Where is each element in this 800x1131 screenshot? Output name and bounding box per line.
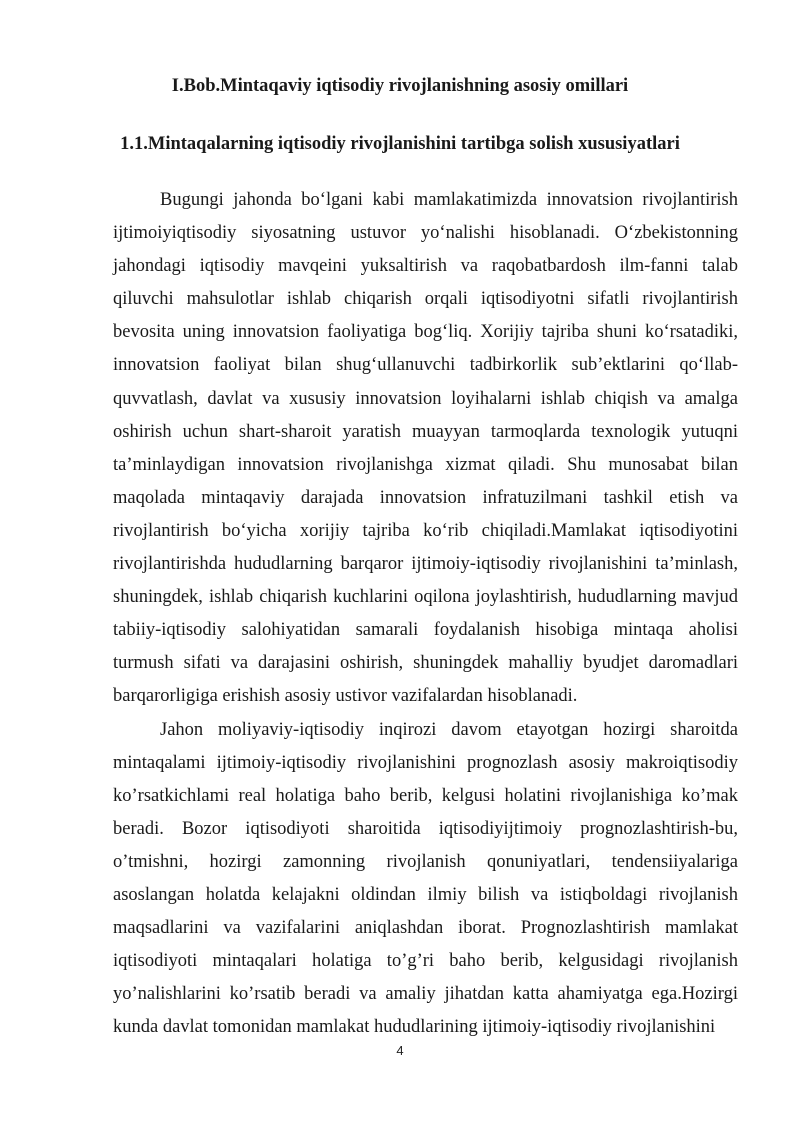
chapter-title: I.Bob.Mintaqaviy iqtisodiy rivojlanishning asosiy omillari [171,76,629,96]
paragraph-2: Jahon moliyaviy-iqtisodiy inqirozi davom etayotgan hozirgi sharoitda mintaqalami ijtimoiy-iqtisodiy rivojlanishini prognozlash asosiy makroiqtisodiy ko’rsatkichlami real holatiga baho berib, kelgusi holatini rivojlanishiga ko’mak beradi. Bozor iqtisodiyoti sharoitida iqtisodiyijtimoiy prognozlashtirish-bu, o’tmishni, hozirgi zamonning rivojlanish qonuniyatlari, tendensiiyalariga asoslangan holatda kelajakni oldindan ilmiy bilish va istiqboldagi rivojlanish maqsadlarini va vazifalarini aniqlashdan iborat. Prognozlashtirish mamlakat iqtisodiyoti mintaqalari holatiga to’g’ri baho berib, kelgusidagi rivojlanish yo’nalishlarini ko’rsatib beradi va amaliy jihatdan katta ahamiyatga ega.Hozirgi kunda davlat tomonidan mamlakat hududlarining ijtimoiy-iqtisodiy rivojlanishini [113,719,738,1038]
paragraph-1: Bugungi jahonda bo‘lgani kabi mamlakatimizda innovatsion rivojlantirish ijtimoiyiqtisodiy siyosatning ustuvor yo‘nalishi hisoblanadi. O‘zbekistonning jahondagi iqtisodiy mavqeini yuksaltirish va raqobatbardosh ilm-fanni talab qiluvchi mahsulotlar ishlab chiqarish orqali iqtisodiyotni sifatli rivojlantirish bevosita uning innovatsion faoliyatiga bog‘liq. Xorijiy tajriba shuni ko‘rsatadiki, innovatsion faoliyat bilan shug‘ullanuvchi tadbirkorlik sub’ektlarini qo‘llab-quvvatlash, davlat va xususiy innovatsion loyihalarni ishlab chiqish va amalga oshirish uchun shart-sharoit yaratish muayyan tarmoqlarda texnologik yutuqni ta’minlaydigan innovatsion rivojlanishga xizmat qiladi. Shu munosabat bilan maqolada mintaqaviy darajada innovatsion infratuzilmani tashkil etish va rivojlantirish bo‘yicha xorijiy tajriba ko‘rib chiqiladi.Mamlakat iqtisodiyotini rivojlantirishda hududlarning barqaror ijtimoiy-iqtisodiy rivojlanishini ta’minlash, shuningdek, ishlab chiqarish kuchlarini oqilona joylashtirish, hududlarning mavjud tabiiy-iqtisodiy salohiyatidan samarali foydalanish hisobiga mintaqa aholisi turmush sifati va darajasini oshirish, shuningdek mahalliy byudjet daromadlari barqarorligiga erishish asosiy ustivor vazifalardan hisoblanadi. [113,190,738,707]
body-text [113,184,738,1044]
section-title: 1.1.Mintaqalarning iqtisodiy rivojlanishini tartibga solish xususiyatlari [120,134,680,154]
page-number: 4 [396,1043,404,1058]
